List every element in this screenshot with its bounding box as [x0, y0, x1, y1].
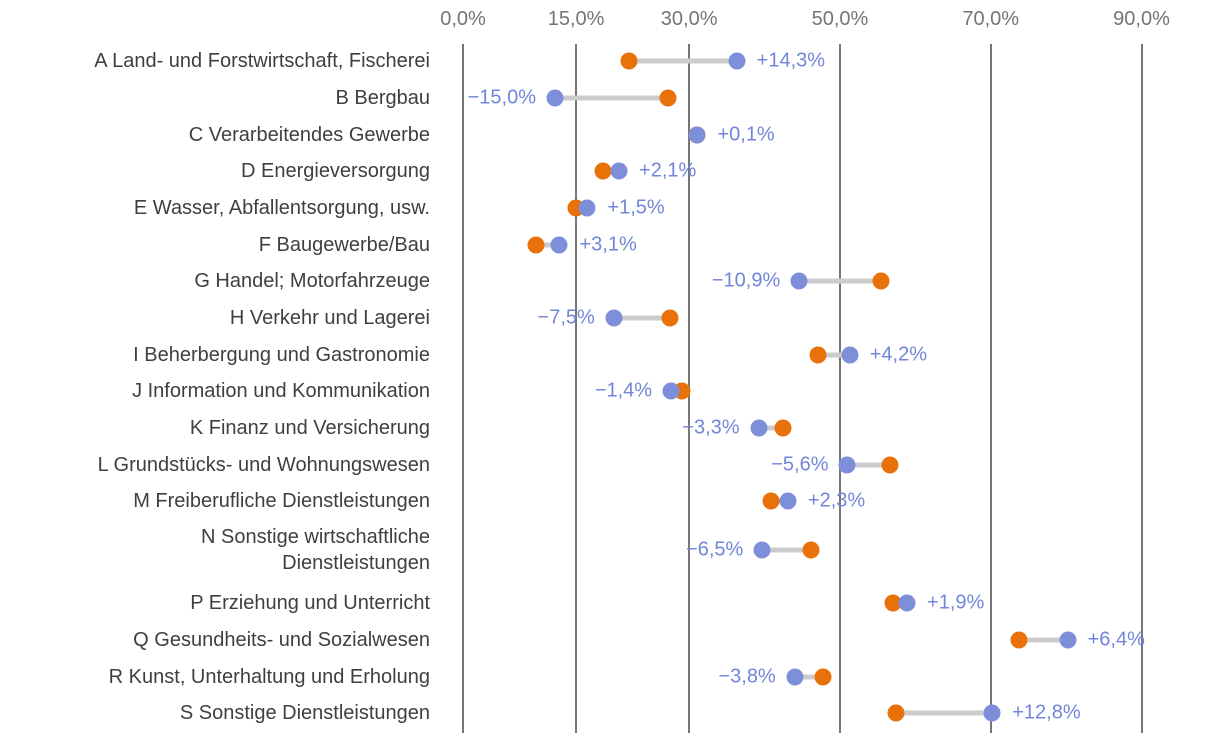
x-axis-tick-label: 70,0% [962, 8, 1020, 30]
gridline [575, 44, 577, 733]
diff-label: −1,4% [594, 379, 653, 402]
orange-dot [881, 456, 898, 473]
row-label: G Handel; Motorfahrzeuge [194, 270, 430, 293]
blue-dot [551, 236, 568, 253]
blue-dot [663, 383, 680, 400]
orange-dot [528, 236, 545, 253]
row-label: I Beherbergung und Gastronomie [133, 343, 430, 366]
x-axis-tick-label: 50,0% [811, 8, 869, 30]
row-label: F Baugewerbe/Bau [258, 233, 430, 256]
x-axis-tick-label: 30,0% [660, 8, 718, 30]
diff-label: +2,1% [639, 159, 697, 182]
row-label: M Freiberufliche Dienstleistungen [133, 490, 430, 513]
row-label: D Energieversorgung [241, 160, 430, 183]
diff-label: +12,8% [1012, 701, 1081, 724]
blue-dot [750, 420, 767, 437]
blue-dot [839, 456, 856, 473]
diff-label: +2,3% [807, 489, 866, 512]
diff-label: +4,2% [869, 343, 928, 366]
orange-dot [810, 346, 827, 363]
orange-dot [662, 310, 679, 327]
row-label: L Grundstücks- und Wohnungswesen [97, 453, 430, 476]
row-label: N Sonstige wirtschaftliche Dienstleistungen [201, 526, 430, 575]
diff-label: −5,6% [771, 453, 829, 476]
blue-dot [1059, 632, 1076, 649]
row-label: A Land- und Forstwirtschaft, Fischerei [94, 50, 430, 73]
orange-dot [660, 89, 677, 106]
orange-dot [762, 493, 779, 510]
connector [799, 279, 881, 284]
blue-dot [754, 542, 771, 559]
row-label: J Information und Kommunikation [132, 380, 430, 403]
row-label: S Sonstige Dienstleistungen [179, 702, 430, 725]
blue-dot [546, 89, 563, 106]
gridline [462, 44, 464, 733]
orange-dot [887, 705, 904, 722]
orange-dot [775, 420, 792, 437]
diff-label: −7,5% [537, 306, 595, 329]
connector [555, 95, 668, 100]
orange-dot [803, 542, 820, 559]
orange-dot [595, 163, 612, 180]
row-label: C Verarbeitendes Gewerbe [188, 123, 430, 146]
diff-label: −6,5% [686, 538, 744, 561]
blue-dot [728, 53, 745, 70]
blue-dot [899, 595, 916, 612]
row-label: E Wasser, Abfallentsorgung, usw. [133, 197, 430, 220]
orange-dot [815, 668, 832, 685]
diff-label: +0,1% [717, 123, 775, 146]
gridline [839, 44, 841, 733]
blue-dot [841, 346, 858, 363]
row-label: Q Gesundheits- und Sozialwesen [133, 629, 430, 652]
diff-label: +3,1% [579, 233, 637, 256]
blue-dot [605, 310, 622, 327]
blue-dot [579, 200, 596, 217]
diff-label: +1,9% [927, 591, 985, 614]
row-label: K Finanz und Versicherung [189, 417, 430, 440]
diff-label: −3,8% [718, 665, 776, 688]
diff-label: +14,3% [756, 49, 826, 72]
x-axis-tick-label: 90,0% [1113, 8, 1170, 30]
blue-dot [689, 126, 706, 143]
x-axis-tick-label: 0,0% [440, 8, 486, 30]
diff-label: −10,9% [711, 269, 781, 292]
diff-label: −15,0% [467, 86, 536, 109]
connector [896, 711, 992, 716]
row-label: H Verkehr und Lagerei [229, 307, 430, 330]
diff-label: +1,5% [607, 196, 665, 219]
orange-dot [1011, 632, 1028, 649]
orange-dot [873, 273, 890, 290]
row-label: R Kunst, Unterhaltung und Erholung [108, 665, 430, 688]
gridline [990, 44, 992, 733]
row-label: P Erziehung und Unterricht [190, 592, 430, 615]
blue-dot [786, 668, 803, 685]
diff-label: −3,3% [682, 416, 740, 439]
orange-dot [620, 53, 637, 70]
row-label: B Bergbau [335, 86, 430, 109]
blue-dot [611, 163, 628, 180]
blue-dot [791, 273, 808, 290]
x-axis-tick-label: 15,0% [547, 8, 605, 30]
connector [629, 59, 737, 64]
blue-dot [779, 493, 796, 510]
diff-label: +6,4% [1087, 628, 1145, 651]
blue-dot [984, 705, 1001, 722]
